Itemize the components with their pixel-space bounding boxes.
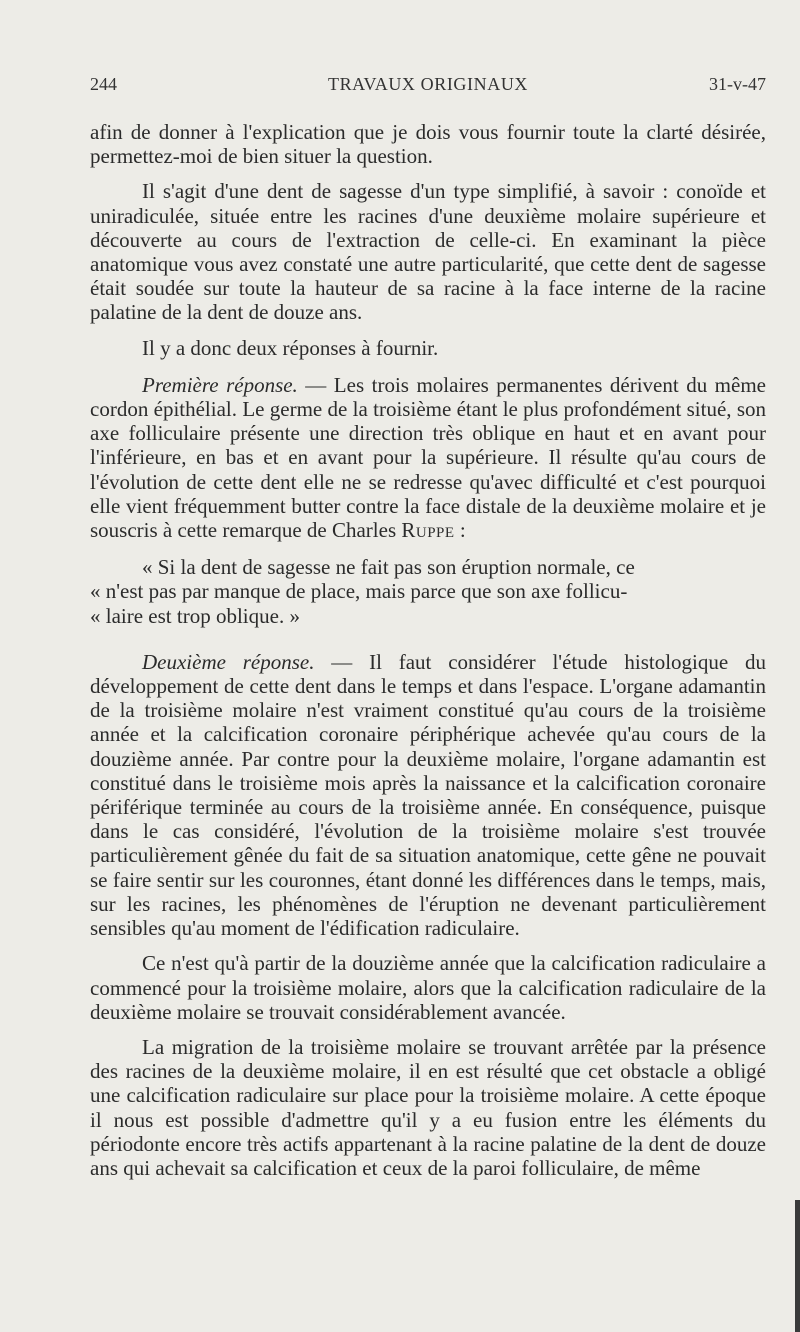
second-answer-label: Deuxième réponse. bbox=[142, 649, 315, 674]
quote-line-2: « n'est pas par manque de place, mais parce que son axe follicu- bbox=[90, 579, 628, 604]
paragraph-first-answer bbox=[90, 373, 766, 542]
quote-line-3: « laire est trop oblique. » bbox=[90, 603, 300, 628]
quote-line-1: « Si la dent de sagesse ne fait pas son éruption normale, ce bbox=[142, 555, 635, 580]
running-header bbox=[90, 74, 766, 100]
first-answer-label: Première réponse. bbox=[142, 372, 298, 397]
paragraph-2: Il s'agit d'une dent de sagesse d'un type simplifié, à savoir : conoïde et uniradiculée, située entre les racines d'une deuxième molaire supérieure et découverte au cours de l'extraction de celle-ci. En examinant la pièce anatomique vous avez constaté une autre particularité, que cette dent de sagesse était soudée sur toute la hauteur de sa racine à la face interne de la racine palatine de la dent de douze ans. bbox=[90, 179, 766, 325]
author-name-ruppe: Ruppe bbox=[401, 518, 455, 543]
paragraph-second-answer bbox=[90, 650, 766, 940]
first-answer-end: : bbox=[454, 518, 466, 543]
paragraph-1: afin de donner à l'explication que je dois vous fournir toute la clarté désirée, permettez-moi de bien situer la question. bbox=[90, 120, 766, 169]
second-answer-text: — Il faut considérer l'étude histologique du développement de cette dent dans le temps et dans l'espace. L'organe adamantin de la troisième molaire n'est vraiment constitué qu'au cours de la troisième année et la calcification coronaire périphérique achevée qu'au cours de la douzième année. Par contre pour la deuxième molaire, l'organe adamantin est constitué dans le troisième mois après la naissance et la calcification coronaire périférique terminée au cours de la troisième année. En conséquence, puisque dans le cas considéré, l'évolution de la troisième molaire s'est trouvée particulièrement gênée du fait de sa situation anatomique, cette gêne ne pouvait se faire sentir sur les couronnes, étant donné les différences dans le temps, mais, sur les racines, les phénomènes de l'éruption ne devenant particulièrement sensibles qu'au moment de l'édification radiculaire. bbox=[90, 649, 767, 941]
first-answer-text: — Les trois molaires permanentes dérivent du même cordon épithélial. Le germe de la troisième étant le plus profondément situé, son axe folliculaire présente une direction très oblique en haut et en avant pour l'inférieure, en bas et en avant pour la supérieure. Il résulte qu'au cours de l'évolution de cette dent elle ne se redresse qu'avec difficulté et c'est pourquoi elle vient fréquemment butter contre la face distale de la deuxième molaire et je souscris à cette remarque de Charles bbox=[90, 372, 766, 543]
page-number: 244 bbox=[90, 74, 117, 94]
binding-edge-shadow bbox=[795, 1200, 800, 1332]
header-date: 31-v-47 bbox=[709, 74, 766, 94]
running-title: TRAVAUX ORIGINAUX bbox=[327, 74, 529, 94]
paragraph-7: La migration de la troisième molaire se trouvant arrêtée par la présence des racines de la deuxième molaire, il en est résulté que cet obstacle a obligé une calcification radiculaire sur place pour la troisième molaire. A cette époque il nous est possible d'admettre qu'il y a eu fusion entre les éléments du périodonte encore très actifs appartenant à la racine palatine de la dent de douze ans qui achevait sa calcification et ceux de la paroi folliculaire, de même bbox=[90, 1034, 766, 1180]
quotation bbox=[90, 555, 766, 628]
paragraph-6: Ce n'est qu'à partir de la douzième année que la calcification radiculaire a commencé pour la troisième molaire, alors que la calcification radiculaire de la deuxième molaire se trouvait considérablement avancée. bbox=[90, 951, 766, 1024]
article-body bbox=[90, 120, 766, 1191]
paragraph-3: Il y a donc deux réponses à fournir. bbox=[142, 335, 439, 360]
